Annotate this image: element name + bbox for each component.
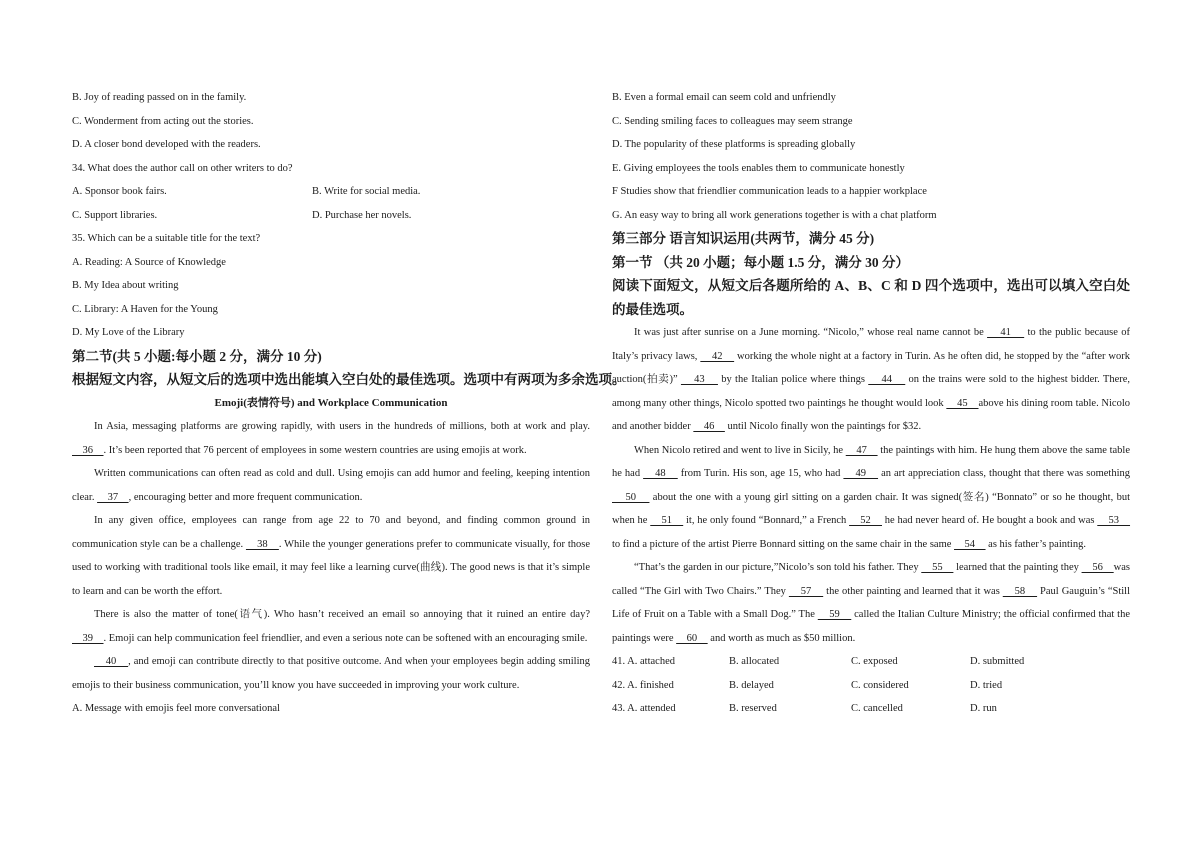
q34-option-d: D. Purchase her novels. — [312, 209, 412, 221]
passage-paragraph-4: There is also the matter of tone(语气). Who hasn’t received an email so annoying that it ruined an entire day? 39 . Emoji can help communication feel friendlier, and even a serious note can be softened with an encouraging smile. — [72, 609, 590, 644]
mc-43-b: B. reserved — [729, 703, 777, 714]
blank-46: 46 — [693, 421, 725, 432]
gap-option-g: G. An easy way to bring all work generations together is with a chat platform — [612, 209, 937, 221]
section2-heading: 第二节(共 5 小题:每小题 2 分，满分 10 分) — [72, 348, 322, 364]
q34-stem: 34. What does the author call on other writers to do? — [72, 162, 293, 174]
mc-42-c: C. considered — [851, 679, 909, 691]
mc-42-b: B. delayed — [729, 679, 774, 691]
q33-option-d: D. A closer bond developed with the readers. — [72, 139, 261, 150]
blank-54: 54 — [954, 538, 986, 550]
blank-57: 57 — [788, 585, 824, 597]
q35-option-a: A. Reading: A Source of Knowledge — [72, 256, 226, 268]
q35-stem: 35. Which can be a suitable title for the text? — [72, 233, 261, 244]
gap-option-a: A. Message with emojis feel more conversational — [72, 703, 280, 714]
q34-option-a: A. Sponsor book fairs. — [72, 186, 167, 197]
q34-options-row2 — [72, 204, 590, 228]
blank-43: 43 — [680, 374, 718, 385]
passage-paragraph-5: 40 , and emoji can contribute directly to that positive outcome. And when your employees begin adding smiling emojis to their business communication, you’ll know you have succeeded in improving your work culture. — [72, 656, 591, 691]
mc-41-b: B. allocated — [729, 656, 780, 667]
cloze-paragraph-3: “That’s the garden in our picture,”Nicolo’s son told his father. They 55 learned that the painting they 56 was called “The Girl with Two Chairs.” They 57 the other painting and learned that it was 58 Paul Gauguin’s “Still Life of Fruit on a Table with a Small Dog.” The 59 called the Italian Culture Ministry; the official confirmed that the paintings were 60 and worth as much as $50 million. — [612, 562, 1131, 644]
gap-option-b: B. Even a formal email can seem cold and unfriendly — [612, 92, 836, 103]
blank-52: 52 — [849, 515, 882, 526]
part3-instruction: 阅读下面短文，从短文后各题所给的 A、B、C 和 D 四个选项中，选出可以填入空白处的最佳选项。 — [612, 278, 1130, 317]
mc-41-a: 41. A. attached — [612, 656, 675, 667]
gap-option-c: C. Sending smiling faces to colleagues may seem strange — [612, 115, 853, 127]
blank-45: 45 — [946, 397, 979, 409]
right-column — [612, 86, 1130, 848]
blank-38: 38 — [245, 538, 279, 550]
mc-42-a: 42. A. finished — [612, 679, 674, 691]
mc-41-d: D. submitted — [970, 656, 1025, 667]
passage-title: Emoji(表情符号) and Workplace Communication — [214, 396, 448, 409]
blank-44: 44 — [868, 374, 906, 385]
blank-50: 50 — [612, 491, 650, 503]
gap-option-e: E. Giving employees the tools enables them to communicate honestly — [612, 162, 905, 174]
mc-row-43 — [612, 697, 1130, 721]
blank-49: 49 — [843, 468, 879, 479]
gap-option-d: D. The popularity of these platforms is spreading globally — [612, 139, 856, 150]
mc-43-d: D. run — [970, 703, 997, 714]
q33-option-c: C. Wonderment from acting out the stories. — [72, 115, 254, 127]
part3-section1-heading: 第一节 （共 20 小题；每小题 1.5 分，满分 30 分） — [612, 254, 909, 270]
blank-37: 37 — [97, 491, 129, 503]
mc-42-d: D. tried — [970, 679, 1003, 691]
blank-51: 51 — [650, 515, 684, 526]
blank-56: 56 — [1081, 562, 1114, 573]
section2-instruction: 根据短文内容，从短文后的选项中选出能填入空白处的最佳选项。选项中有两项为多余选项。 — [72, 372, 626, 387]
blank-59: 59 — [817, 609, 852, 620]
passage-paragraph-3: In any given office, employees can range from age 22 to 70 and beyond, and finding common ground in communication style can be a challenge. 38 . While the younger generations prefer to communicate visually, for those used to working with traditional tools like email, it may feel like a learning curve(曲线). The good news is that it’s simple to learn and can be worth the effort. — [72, 515, 590, 597]
q35-option-d: D. My Love of the Library — [72, 327, 185, 338]
blank-48: 48 — [643, 468, 678, 479]
cloze-paragraph-1: It was just after sunrise on a June morning. “Nicolo,” whose real name cannot be 41 to the public because of Italy’s privacy laws, 42 working the whole night at a factory in Turin. As he often did, he stopped by the “after work auction(拍卖)” 43 by the Italian police where things 44 on the trains were sold to the highest bidder. There, among many other things, Nicolo spotted two paintings he thought would look 45 above his dining room table. Nicolo and another bidder 46 until Nicolo finally won the paintings for $32. — [612, 327, 1131, 432]
passage-paragraph-2: Written communications can often read as cold and dull. Using emojis can add humor and feeling, keeping intention clear. 37 , encouraging better and more frequent communication. — [72, 468, 590, 503]
blank-53: 53 — [1097, 515, 1131, 526]
part3-heading: 第三部分 语言知识运用(共两节，满分 45 分) — [612, 231, 875, 246]
mc-43-a: 43. A. attended — [612, 703, 676, 714]
blank-42: 42 — [700, 350, 735, 362]
blank-58: 58 — [1002, 585, 1038, 597]
mc-row-41 — [612, 650, 1130, 674]
blank-39: 39 — [72, 632, 104, 644]
left-column — [72, 86, 626, 848]
passage-paragraph-1: In Asia, messaging platforms are growing rapidly, with users in the hundreds of millions, both at work and play. 36 . It’s been reported that 76 percent of employees in some western countries are using emojis at work. — [72, 421, 590, 456]
q35-option-b: B. My Idea about writing — [72, 280, 179, 291]
q34-option-b: B. Write for social media. — [312, 186, 421, 197]
blank-55: 55 — [921, 562, 954, 573]
blank-40: 40 — [94, 656, 129, 667]
blank-41: 41 — [987, 327, 1025, 338]
cloze-paragraph-2: When Nicolo retired and went to live in Sicily, he 47 the paintings with him. He hung them above the same table he had 48 from Turin. His son, age 15, who had 49 an art appreciation class, thought that there was something 50 about the one with a young girl sitting on a garden chair. It was signed(签名) “Bonnato” or so he thought, but when he 51 it, he only found “Bonnard,” a French 52 he had never heard of. He bought a book and was 53 to find a picture of the artist Pierre Bonnard sitting on the same chair in the same 54 as his father’s painting. — [612, 444, 1131, 550]
blank-47: 47 — [845, 444, 878, 456]
mc-41-c: C. exposed — [851, 656, 898, 667]
q35-option-c: C. Library: A Haven for the Young — [72, 303, 218, 315]
mc-row-42 — [612, 674, 1130, 698]
blank-60: 60 — [676, 632, 708, 644]
q34-option-c: C. Support libraries. — [72, 209, 158, 221]
q33-option-b: B. Joy of reading passed on in the family. — [72, 92, 247, 103]
gap-option-f: F Studies show that friendlier communication leads to a happier workplace — [612, 186, 927, 197]
blank-36: 36 — [72, 444, 104, 456]
mc-43-c: C. cancelled — [851, 703, 903, 714]
q34-options-row1 — [72, 180, 590, 204]
